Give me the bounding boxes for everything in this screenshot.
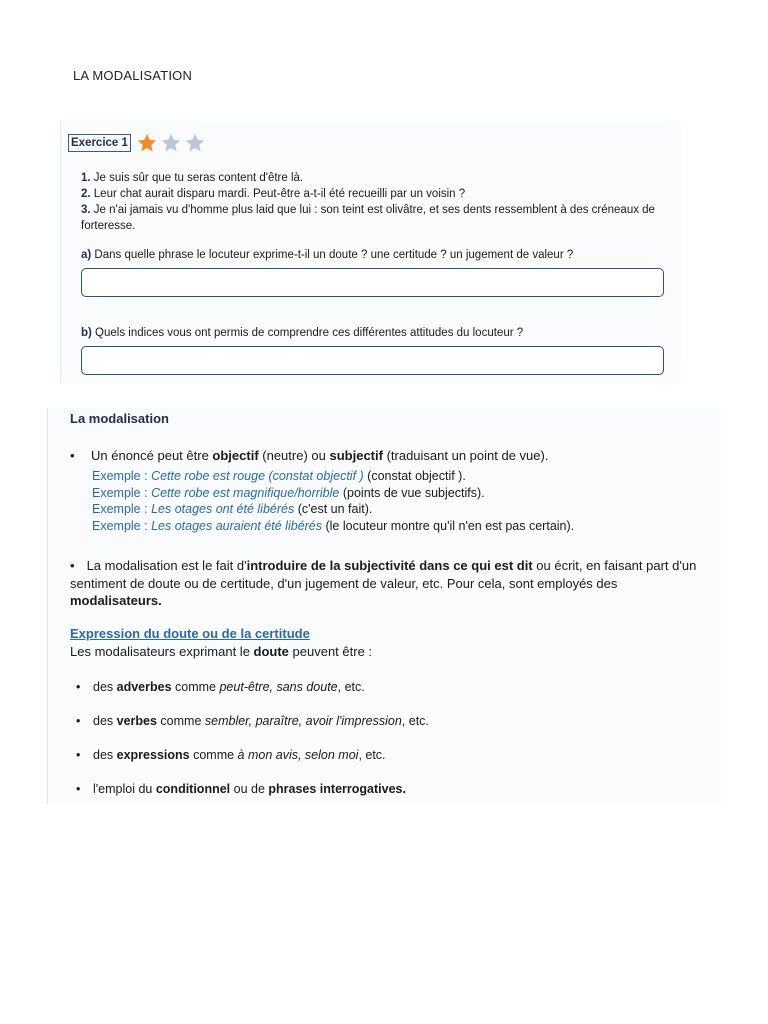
star-empty-icon bbox=[160, 132, 182, 154]
text-segment: , etc. bbox=[337, 680, 365, 694]
example-keyword: Exemple : bbox=[92, 502, 152, 516]
text-segment: comme bbox=[156, 714, 205, 728]
example-comment: (c'est un fait). bbox=[294, 502, 373, 516]
text-segment: Un énoncé peut être bbox=[91, 448, 213, 463]
example-sentence: Cette robe est magnifique/horrible bbox=[151, 485, 340, 500]
section-intro bbox=[70, 643, 372, 660]
example-sentence: Les otages auraient été libérés bbox=[151, 518, 323, 533]
list-item bbox=[76, 679, 429, 713]
answer-b-input[interactable] bbox=[81, 346, 664, 375]
exercise-header bbox=[68, 132, 208, 154]
example-comment: (le locuteur montre qu'il n'en est pas certain). bbox=[322, 518, 575, 533]
list-item bbox=[76, 713, 429, 747]
bullet-text bbox=[91, 447, 711, 464]
sentence-text: Leur chat aurait disparu mardi. Peut-être a-t-il été recueilli par un voisin ? bbox=[90, 188, 466, 200]
text-segment: comme bbox=[171, 680, 220, 694]
example-comment: (constat objectif ). bbox=[363, 469, 466, 483]
bold-term: doute bbox=[253, 644, 289, 659]
sentence-number: 2. bbox=[81, 188, 91, 200]
text-segment: des bbox=[93, 714, 117, 728]
bold-term: subjectif bbox=[329, 448, 383, 463]
sentence-number: 1. bbox=[81, 172, 91, 184]
sentence-number: 3. bbox=[81, 204, 91, 216]
bullet-dot: • bbox=[76, 680, 81, 694]
bold-term: introduire de la subjectivité dans ce qui est dit bbox=[246, 558, 533, 573]
bold-term: phrases interrogatives. bbox=[268, 782, 406, 796]
exercise-label: Exercice 1 bbox=[68, 134, 131, 152]
text-segment: comme bbox=[189, 748, 238, 762]
text-segment: peuvent être : bbox=[288, 644, 373, 659]
example-keyword: Exemple : bbox=[92, 485, 152, 500]
text-segment: ou écrit, en faisant part d'un sentiment de doute ou de certitude, d'un jugement de valeur, etc. Pour cela, sont employés des bbox=[70, 558, 697, 591]
question-b-text: Quels indices vous ont permis de comprendre ces différentes attitudes du locuteur ? bbox=[91, 327, 524, 339]
text-segment: La modalisation est le fait d' bbox=[86, 558, 247, 573]
example-sentence: Cette robe est rouge (constat objectif ) bbox=[151, 469, 364, 483]
bold-term: modalisateurs. bbox=[70, 593, 162, 608]
list-item bbox=[76, 747, 429, 781]
bold-term: verbes bbox=[116, 714, 157, 728]
text-segment: des bbox=[93, 748, 117, 762]
examples-list bbox=[92, 468, 574, 534]
question-a-text: Dans quelle phrase le locuteur exprime-t-il un doute ? une certitude ? un jugement de valeur ? bbox=[91, 249, 574, 261]
sentence-text: Je suis sûr que tu seras content d'être là. bbox=[90, 172, 304, 184]
modalisation-definition bbox=[70, 557, 710, 610]
bullet-dot: • bbox=[70, 448, 75, 463]
question-a-label: a) bbox=[81, 249, 92, 261]
list-item bbox=[76, 781, 429, 815]
bold-term: objectif bbox=[212, 448, 259, 463]
text-segment: Les modalisateurs exprimant le bbox=[70, 644, 254, 659]
example-sentence: Les otages ont été libérés bbox=[151, 502, 295, 516]
sentence-text: Je n'ai jamais vu d'homme plus laid que lui : son teint est olivâtre, et ses dents ressemblent à des créneaux de forteresse. bbox=[81, 204, 655, 232]
example-line bbox=[92, 518, 574, 535]
page-title: LA MODALISATION bbox=[73, 68, 193, 83]
example-keyword: Exemple : bbox=[92, 469, 152, 483]
exercise-panel bbox=[60, 121, 681, 383]
bold-term: adverbes bbox=[116, 680, 172, 694]
lesson-title: La modalisation bbox=[70, 411, 169, 426]
text-segment: (neutre) ou bbox=[258, 448, 330, 463]
question-b bbox=[81, 325, 523, 341]
example-line bbox=[92, 501, 574, 518]
lesson-panel bbox=[47, 408, 721, 804]
difficulty-rating bbox=[136, 132, 208, 154]
exercise-sentence bbox=[81, 186, 671, 202]
answer-a-input[interactable] bbox=[81, 268, 664, 297]
exercise-sentence bbox=[81, 202, 671, 234]
bullet-dot: • bbox=[76, 748, 81, 762]
bullet-dot: • bbox=[70, 558, 75, 573]
text-segment: , etc. bbox=[358, 748, 386, 762]
text-segment: , etc. bbox=[401, 714, 429, 728]
exercise-sentence bbox=[81, 170, 671, 186]
doubt-modalisers-list bbox=[76, 679, 429, 815]
text-segment: des bbox=[93, 680, 117, 694]
exercise-sentences bbox=[81, 170, 671, 234]
star-empty-icon bbox=[184, 132, 206, 154]
bullet-dot: • bbox=[76, 714, 81, 728]
bold-term: expressions bbox=[116, 748, 190, 762]
text-segment: l'emploi du bbox=[93, 782, 156, 796]
italic-examples: à mon avis, selon moi bbox=[237, 748, 359, 762]
question-a bbox=[81, 247, 573, 263]
bold-term: conditionnel bbox=[155, 782, 231, 796]
example-line bbox=[92, 485, 574, 502]
text-segment: (traduisant un point de vue). bbox=[382, 448, 549, 463]
bullet-dot: • bbox=[76, 782, 81, 796]
example-comment: (points de vue subjectifs). bbox=[339, 485, 485, 500]
italic-examples: peut-être, sans doute bbox=[219, 680, 338, 694]
text-segment: ou de bbox=[230, 782, 269, 796]
italic-examples: sembler, paraître, avoir l'impression bbox=[204, 714, 402, 728]
example-line bbox=[92, 468, 574, 485]
section-heading-link[interactable]: Expression du doute ou de la certitude bbox=[70, 626, 310, 641]
star-filled-icon bbox=[136, 132, 158, 154]
example-keyword: Exemple : bbox=[92, 518, 152, 533]
question-b-label: b) bbox=[81, 327, 92, 339]
